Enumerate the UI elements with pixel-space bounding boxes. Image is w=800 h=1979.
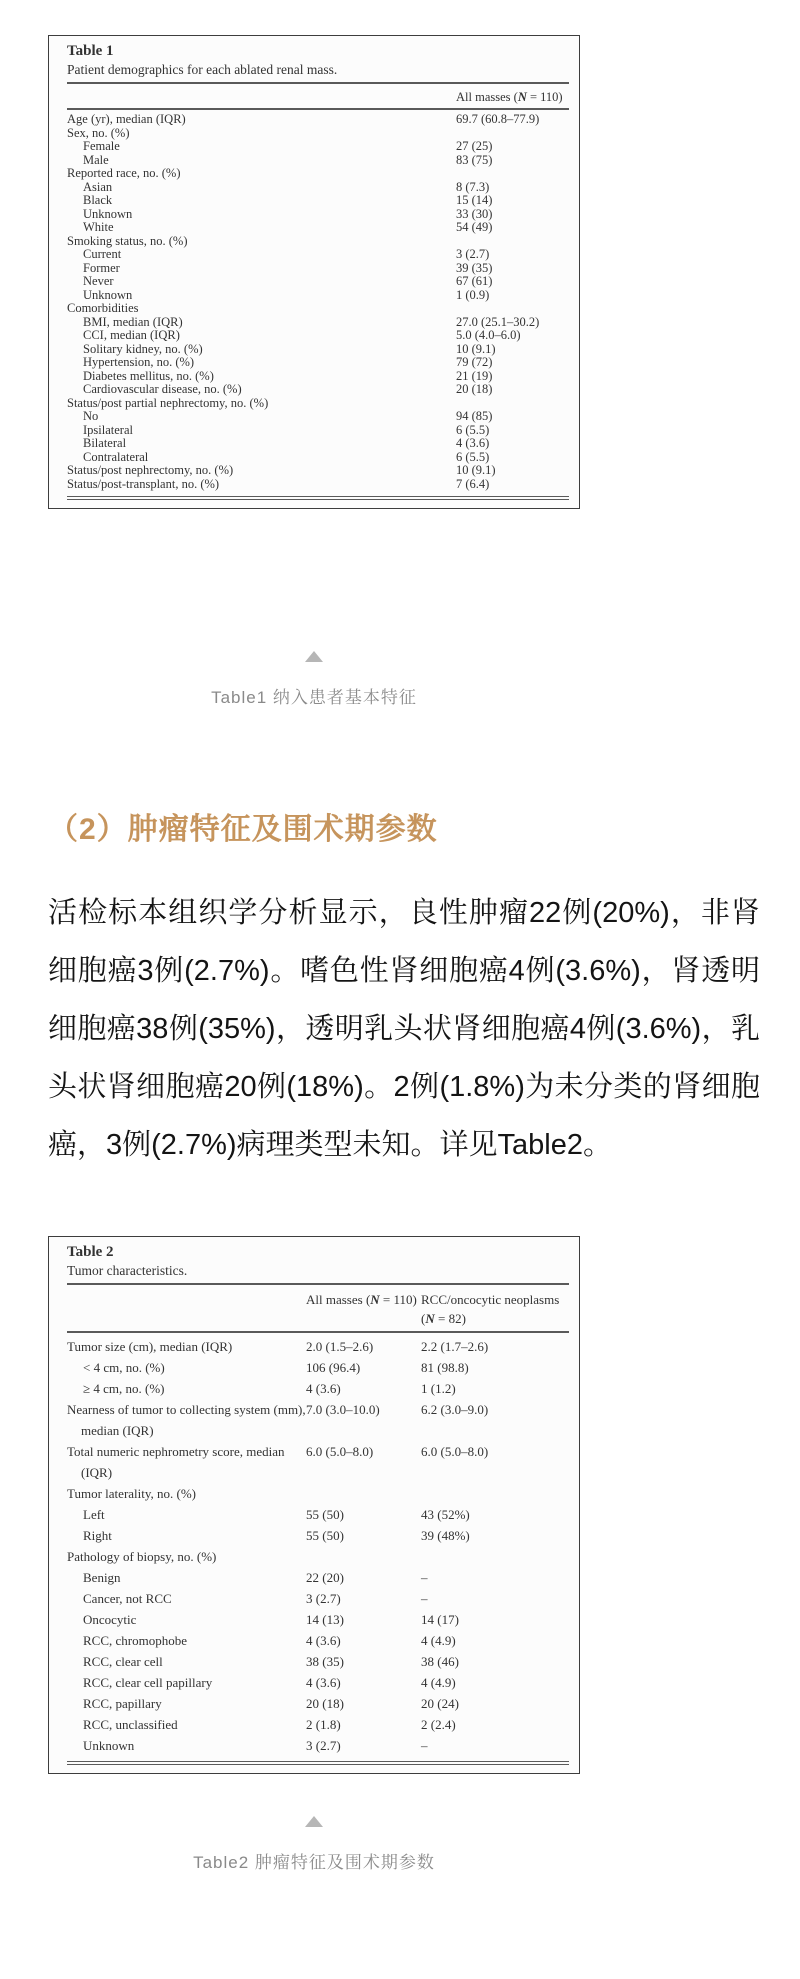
row-label: Age (yr), median (IQR) bbox=[67, 112, 186, 126]
table-row bbox=[67, 1525, 569, 1546]
row-value: 38 (35) bbox=[306, 1654, 344, 1669]
table-row bbox=[67, 1651, 569, 1672]
table-row bbox=[67, 329, 569, 343]
row-label: Status/post-transplant, no. (%) bbox=[67, 476, 220, 491]
table-row bbox=[67, 208, 569, 222]
row-label: Solitary kidney, no. (%) bbox=[83, 341, 203, 356]
row-value: 20 (18) bbox=[456, 382, 493, 396]
table1-caption: Table1 纳入患者基本特征 bbox=[211, 688, 417, 707]
row-value: 6.0 (5.0–8.0) bbox=[421, 1444, 489, 1459]
row-label: RCC, clear cell papillary bbox=[83, 1675, 213, 1690]
row-value: 4 (4.9) bbox=[421, 1675, 456, 1690]
table-row bbox=[67, 410, 569, 424]
table-row bbox=[67, 140, 569, 154]
table-row bbox=[67, 1504, 569, 1525]
table-row bbox=[67, 1609, 569, 1630]
row-label: ≥ 4 cm, no. (%) bbox=[83, 1381, 165, 1396]
row-value: – bbox=[421, 1570, 428, 1585]
row-value: 7.0 (3.0–10.0) bbox=[306, 1402, 380, 1417]
table-row bbox=[67, 1672, 569, 1693]
table-row bbox=[67, 424, 569, 438]
row-label: Total numeric nephrometry score, median (IQR) bbox=[67, 1444, 285, 1480]
table-row bbox=[67, 1357, 569, 1378]
table-row bbox=[67, 383, 569, 397]
row-value: 43 (52%) bbox=[421, 1507, 470, 1522]
row-value: 20 (18) bbox=[306, 1696, 344, 1711]
row-value: 2 (1.8) bbox=[306, 1717, 341, 1732]
row-label: Oncocytic bbox=[83, 1612, 137, 1627]
divider bbox=[67, 1761, 569, 1765]
row-value: 106 (96.4) bbox=[306, 1360, 361, 1375]
row-value: 27 (25) bbox=[456, 139, 493, 153]
table1-caption-block bbox=[48, 649, 580, 708]
row-value: 94 (85) bbox=[456, 409, 493, 423]
row-label: CCI, median (IQR) bbox=[83, 328, 180, 342]
row-label: White bbox=[83, 220, 114, 234]
table-row bbox=[67, 478, 569, 492]
row-value: 2.2 (1.7–2.6) bbox=[421, 1339, 489, 1354]
row-label: Contralateral bbox=[83, 449, 149, 464]
row-value: 39 (48%) bbox=[421, 1528, 470, 1543]
row-label: Black bbox=[83, 193, 113, 207]
row-label: Unknown bbox=[83, 206, 133, 221]
row-value: 15 (14) bbox=[456, 193, 493, 207]
table2-title: Table 2 bbox=[67, 1244, 114, 1260]
table-row bbox=[67, 1399, 569, 1441]
table-row bbox=[67, 464, 569, 478]
row-label: Cancer, not RCC bbox=[83, 1591, 172, 1606]
row-value: 1 (0.9) bbox=[456, 287, 490, 302]
row-value: 39 (35) bbox=[456, 260, 493, 275]
table-row bbox=[67, 1336, 569, 1357]
table2-subtitle: Tumor characteristics. bbox=[67, 1263, 188, 1278]
row-label: Left bbox=[83, 1507, 105, 1522]
row-label: Status/post nephrectomy, no. (%) bbox=[67, 463, 234, 477]
row-label: Tumor laterality, no. (%) bbox=[67, 1486, 197, 1501]
row-value: 2 (2.4) bbox=[421, 1717, 456, 1732]
table1-title: Table 1 bbox=[67, 43, 114, 59]
row-value: 7 (6.4) bbox=[456, 476, 490, 491]
row-value: 6 (5.5) bbox=[456, 449, 490, 464]
row-value: 27.0 (25.1–30.2) bbox=[456, 314, 540, 329]
row-value: 55 (50) bbox=[306, 1528, 344, 1543]
article-page bbox=[0, 35, 800, 1921]
row-label: Benign bbox=[83, 1570, 121, 1585]
section-heading: （2）肿瘤特征及围术期参数 bbox=[48, 813, 438, 846]
row-label: Hypertension, no. (%) bbox=[83, 355, 195, 369]
row-label: Pathology of biopsy, no. (%) bbox=[67, 1549, 217, 1564]
table-row bbox=[67, 1546, 569, 1567]
table-row bbox=[67, 1441, 569, 1483]
row-label: Tumor size (cm), median (IQR) bbox=[67, 1339, 233, 1354]
row-label: RCC, unclassified bbox=[83, 1717, 178, 1732]
table2-column-header-rcc: RCC/oncocytic neoplasms (N = 82) bbox=[421, 1292, 560, 1326]
table1-rows bbox=[67, 110, 569, 493]
row-label: Diabetes mellitus, no. (%) bbox=[83, 368, 214, 383]
row-value: 4 (3.6) bbox=[306, 1381, 341, 1396]
row-value: 4 (3.6) bbox=[306, 1633, 341, 1648]
table2-caption: Table2 肿瘤特征及围术期参数 bbox=[193, 1853, 435, 1872]
row-value: 33 (30) bbox=[456, 206, 493, 221]
row-label: Nearness of tumor to collecting system (mm), median (IQR) bbox=[67, 1402, 306, 1438]
row-value: 20 (24) bbox=[421, 1696, 459, 1711]
row-value: 83 (75) bbox=[456, 152, 493, 167]
triangle-up-icon bbox=[305, 651, 323, 662]
row-label: Smoking status, no. (%) bbox=[67, 233, 188, 248]
row-label: Right bbox=[83, 1528, 112, 1543]
table-row bbox=[67, 1693, 569, 1714]
row-value: 4 (4.9) bbox=[421, 1633, 456, 1648]
row-value: – bbox=[421, 1591, 428, 1606]
triangle-up-icon bbox=[305, 1816, 323, 1827]
table2-rows bbox=[67, 1333, 569, 1758]
row-value: 21 (19) bbox=[456, 368, 493, 383]
row-label: Asian bbox=[83, 179, 113, 194]
table-row bbox=[67, 1483, 569, 1504]
row-value: 3 (2.7) bbox=[306, 1738, 341, 1753]
row-label: Comorbidities bbox=[67, 301, 139, 315]
row-value: 6.0 (5.0–8.0) bbox=[306, 1444, 374, 1459]
row-value: 55 (50) bbox=[306, 1507, 344, 1522]
table-row bbox=[67, 370, 569, 384]
row-label: Sex, no. (%) bbox=[67, 125, 130, 140]
row-label: Never bbox=[83, 274, 114, 288]
row-value: 1 (1.2) bbox=[421, 1381, 456, 1396]
table-row bbox=[67, 194, 569, 208]
table2-figure bbox=[48, 1236, 580, 1774]
row-label: Female bbox=[83, 139, 120, 153]
row-label: Former bbox=[83, 260, 120, 275]
row-value: 6 (5.5) bbox=[456, 422, 490, 437]
row-value: 3 (2.7) bbox=[306, 1591, 341, 1606]
row-value: 3 (2.7) bbox=[456, 247, 490, 261]
table-row bbox=[67, 127, 569, 141]
table-row bbox=[67, 221, 569, 235]
table1-column-header-row bbox=[67, 84, 569, 108]
table-row bbox=[67, 1735, 569, 1756]
row-label: RCC, papillary bbox=[83, 1696, 162, 1711]
table-row bbox=[67, 167, 569, 181]
row-label: No bbox=[83, 409, 99, 423]
row-value: 22 (20) bbox=[306, 1570, 344, 1585]
table-row bbox=[67, 302, 569, 316]
row-label: Status/post partial nephrectomy, no. (%) bbox=[67, 395, 269, 410]
row-value: 14 (13) bbox=[306, 1612, 344, 1627]
row-label: BMI, median (IQR) bbox=[83, 314, 183, 329]
table-row bbox=[67, 248, 569, 262]
row-value: 4 (3.6) bbox=[456, 436, 490, 450]
row-label: RCC, clear cell bbox=[83, 1654, 163, 1669]
row-value: 2.0 (1.5–2.6) bbox=[306, 1339, 374, 1354]
table-row bbox=[67, 181, 569, 195]
row-value: 69.7 (60.8–77.9) bbox=[456, 112, 540, 126]
table-row bbox=[67, 316, 569, 330]
table-row bbox=[67, 1567, 569, 1588]
table2-caption-block bbox=[48, 1814, 580, 1873]
row-label: Cardiovascular disease, no. (%) bbox=[83, 382, 242, 396]
row-value: 79 (72) bbox=[456, 355, 493, 369]
row-label: Unknown bbox=[83, 287, 133, 302]
table-row bbox=[67, 1588, 569, 1609]
row-label: Reported race, no. (%) bbox=[67, 166, 181, 180]
table-row bbox=[67, 437, 569, 451]
table-row bbox=[67, 235, 569, 249]
row-value: 8 (7.3) bbox=[456, 179, 490, 194]
table1-figure bbox=[48, 35, 580, 509]
table2-column-header-all-masses: All masses (N = 110) bbox=[306, 1292, 417, 1307]
row-value: – bbox=[421, 1738, 428, 1753]
row-value: 14 (17) bbox=[421, 1612, 459, 1627]
table-row bbox=[67, 275, 569, 289]
row-label: < 4 cm, no. (%) bbox=[83, 1360, 165, 1375]
table-row bbox=[67, 397, 569, 411]
table2-column-header-row bbox=[67, 1285, 569, 1331]
row-value: 54 (49) bbox=[456, 220, 493, 234]
row-label: RCC, chromophobe bbox=[83, 1633, 187, 1648]
table-row bbox=[67, 262, 569, 276]
table1-column-header: All masses (N = 110) bbox=[456, 90, 563, 104]
body-paragraph: 活检标本组织学分析显示，良性肿瘤22例(20%)，非肾细胞癌3例(2.7%)。嗜色性肾细胞癌4例(3.6%)，肾透明细胞癌38例(35%)，透明乳头状肾细胞癌4例(3.6%)，乳头状肾细胞癌20例(18%)。2例(1.8%)为未分类的肾细胞癌，3例(2.7%)病理类型未知。详见Table2。 bbox=[48, 897, 760, 1161]
row-value: 10 (9.1) bbox=[456, 341, 496, 356]
table-row bbox=[67, 289, 569, 303]
row-label: Ipsilateral bbox=[83, 422, 133, 437]
table-row bbox=[67, 113, 569, 127]
table-row bbox=[67, 343, 569, 357]
table-row bbox=[67, 356, 569, 370]
row-label: Current bbox=[83, 247, 122, 261]
table-row bbox=[67, 1378, 569, 1399]
row-value: 5.0 (4.0–6.0) bbox=[456, 328, 521, 342]
table-row bbox=[67, 1714, 569, 1735]
divider bbox=[67, 496, 569, 500]
table-row bbox=[67, 451, 569, 465]
row-value: 81 (98.8) bbox=[421, 1360, 469, 1375]
row-label: Unknown bbox=[83, 1738, 135, 1753]
table-row bbox=[67, 154, 569, 168]
row-label: Bilateral bbox=[83, 436, 127, 450]
row-value: 6.2 (3.0–9.0) bbox=[421, 1402, 489, 1417]
row-value: 4 (3.6) bbox=[306, 1675, 341, 1690]
row-value: 38 (46) bbox=[421, 1654, 459, 1669]
row-label: Male bbox=[83, 152, 109, 167]
row-value: 10 (9.1) bbox=[456, 463, 496, 477]
table-row bbox=[67, 1630, 569, 1651]
row-value: 67 (61) bbox=[456, 274, 493, 288]
table1-subtitle: Patient demographics for each ablated renal mass. bbox=[67, 62, 338, 77]
